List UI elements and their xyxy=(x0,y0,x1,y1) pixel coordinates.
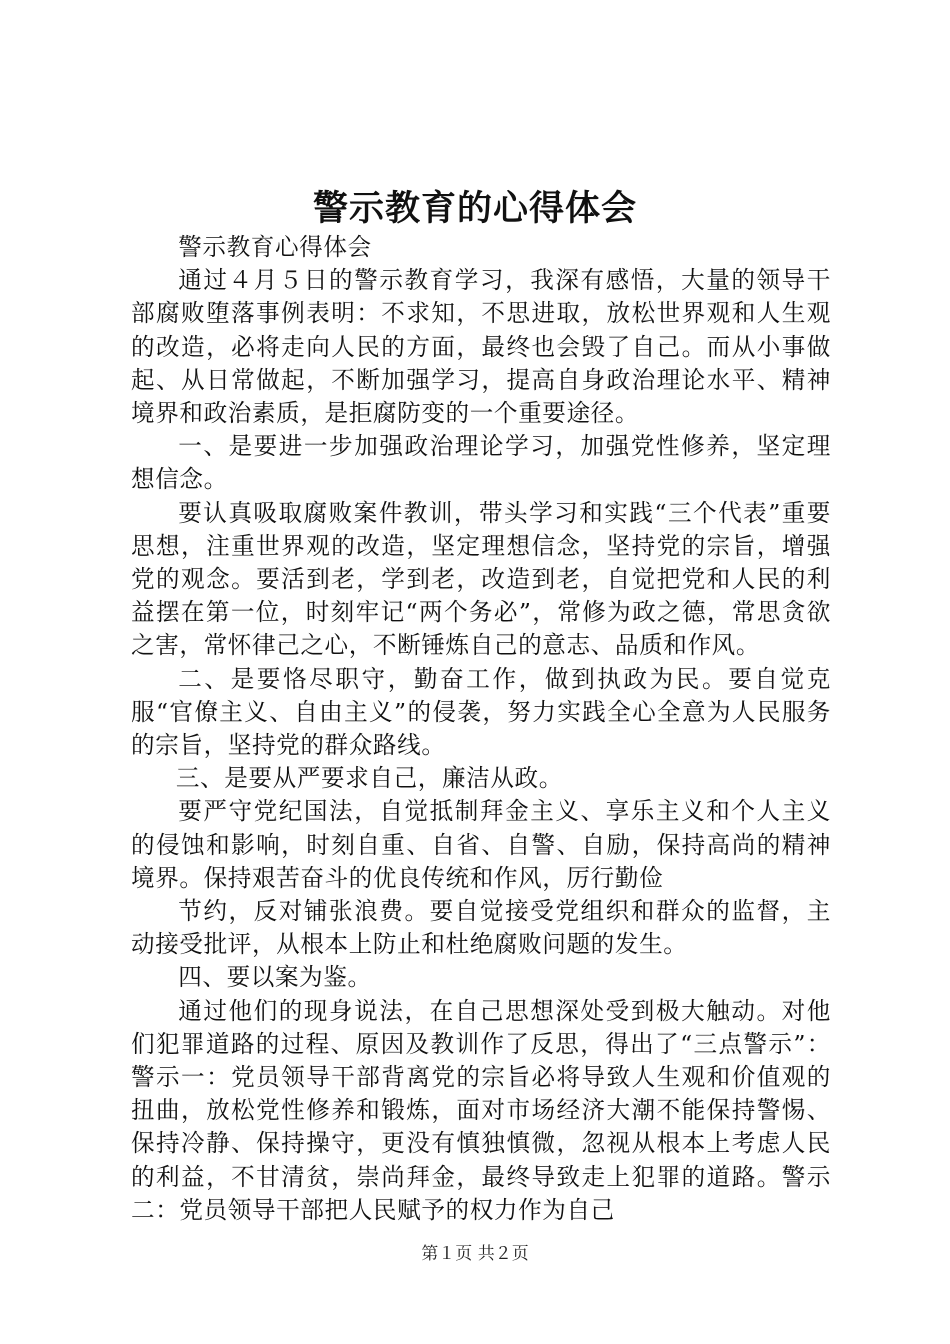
paragraph-point-one: 一、是要进一步加强政治理论学习，加强党性修养，坚定理想信念。 xyxy=(131,432,831,494)
page-number-footer: 第１页 共２页 xyxy=(421,1244,529,1264)
paragraph-point-four: 四、要以案为鉴。 xyxy=(178,963,372,992)
paragraph-point-four-detail: 通过他们的现身说法，在自己思想深处受到极大触动。对他们犯罪道路的过程、原因及教训作了反思，得出了“三点警示”：警示一：党员领导干部背离党的宗旨必将导致人生观和价值观的扭曲，放松党性修养和锻炼，面对市场经济大潮不能保持警惕、保持冷静、保持操守，更没有慎独慎微，忽视从根本上考虑人民的利益，不甘清贫，崇尚拜金，最终导致走上犯罪的道路。警示二：党员领导干部把人民赋予的权力作为自己 xyxy=(131,996,831,1224)
paragraph-point-one-detail: 要认真吸取腐败案件教训，带头学习和实践“三个代表”重要思想，注重世界观的改造，坚定理想信念，坚持党的宗旨，增强党的观念。要活到老，学到老，改造到老，自觉把党和人民的利益摆在第一位，时刻牢记“两个务必”，常修为政之德，常思贪欲之害，常怀律己之心，不断锤炼自己的意志、品质和作风。 xyxy=(131,498,831,660)
paragraph-point-three-continued: 节约，反对铺张浪费。要自觉接受党组织和群众的监督，主动接受批评，从根本上防止和杜绝腐败问题的发生。 xyxy=(131,897,831,959)
document-title: 警示教育的心得体会 xyxy=(312,188,637,229)
document-body xyxy=(131,231,831,1227)
paragraph-point-three: 三、是要从严要求自己，廉洁从政。 xyxy=(175,764,563,793)
paragraph-intro: 通过４月５日的警示教育学习，我深有感悟，大量的领导干部腐败堕落事例表明：不求知，不思进取，放松世界观和人生观的改造，必将走向人民的方面，最终也会毁了自己。而从小事做起、从日常做起，不断加强学习，提高自身政治理论水平、精神境界和政治素质，是拒腐防变的一个重要途径。 xyxy=(131,266,831,428)
paragraph-point-two: 二、是要恪尽职守，勤奋工作，做到执政为民。要自觉克服“官僚主义、自由主义”的侵袭，努力实践全心全意为人民服务的宗旨，坚持党的群众路线。 xyxy=(131,664,831,760)
paragraph-subtitle: 警示教育心得体会 xyxy=(178,233,372,261)
paragraph-point-three-detail: 要严守党纪国法，自觉抵制拜金主义、享乐主义和个人主义的侵蚀和影响，时刻自重、自省、自警、自励，保持高尚的精神境界。保持艰苦奋斗的优良传统和作风，厉行勤俭 xyxy=(131,797,831,892)
